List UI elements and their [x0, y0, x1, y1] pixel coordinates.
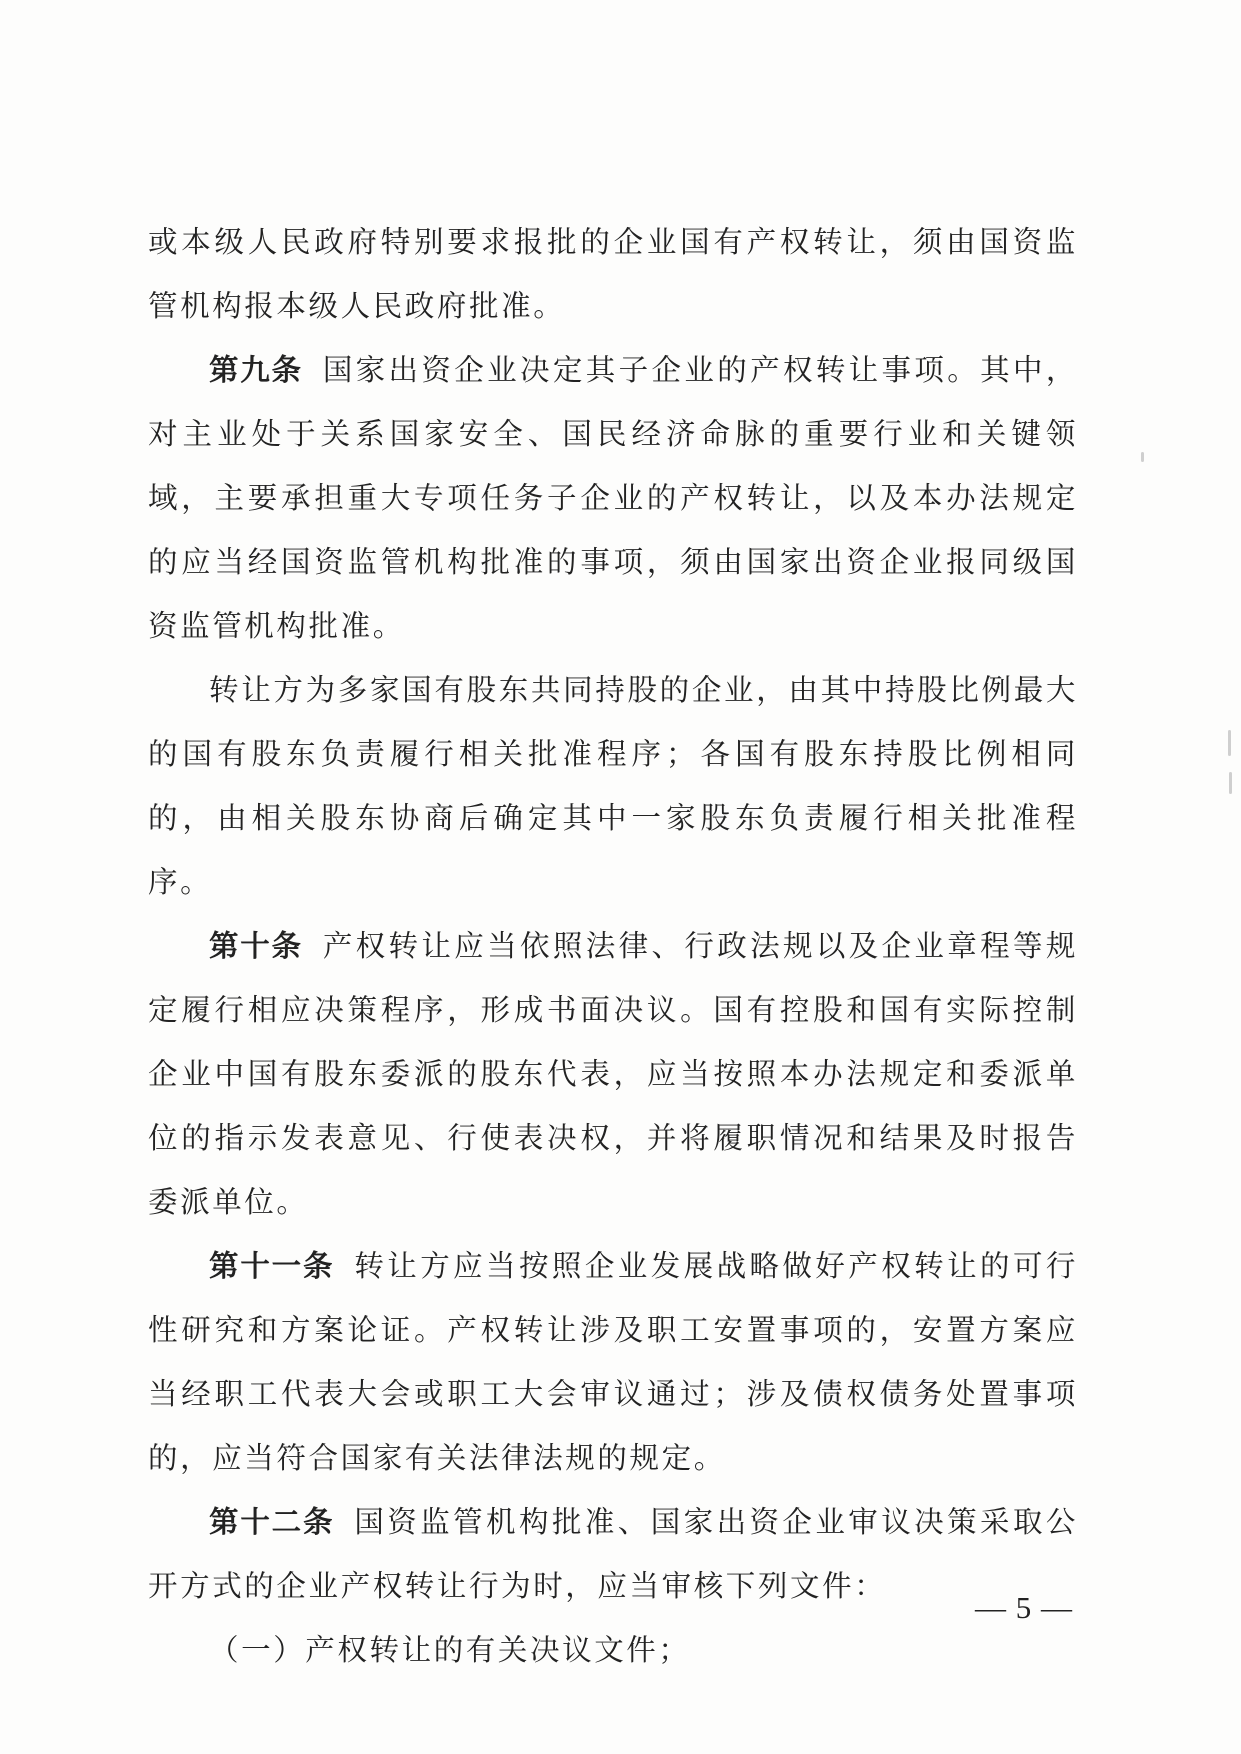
paragraph-text: 转让方为多家国有股东共同持股的企业，由其中持股比例最大的国有股东负责履行相关批准程序；各国有股东持股比例相同的，由相关股东协商后确定其中一家股东负责履行相关批准程序。: [148, 673, 1078, 899]
article-9: [148, 338, 1078, 658]
scan-speck: [1228, 730, 1231, 756]
paragraph-text: 国家出资企业决定其子企业的产权转让事项。其中，对主业处于关系国家安全、国民经济命脉的重要行业和关键领域，主要承担重大专项任务子企业的产权转让，以及本办法规定的应当经国资监管机构批准的事项，须由国家出资企业报同级国资监管机构批准。: [148, 353, 1078, 643]
article-10: [148, 914, 1078, 1234]
document-body: [148, 210, 1078, 1682]
article-11: [148, 1234, 1078, 1490]
paragraph-text: 国资监管机构批准、国家出资企业审议决策采取公开方式的企业产权转让行为时，应当审核下列文件：: [148, 1505, 1078, 1603]
article-9-clause-2: [148, 658, 1078, 914]
article-heading: 第十一条: [209, 1249, 335, 1283]
paragraph-text: （一）产权转让的有关决议文件；: [209, 1633, 691, 1667]
page-number: — 5 —: [975, 1590, 1073, 1625]
list-item-1: [148, 1618, 1078, 1682]
scan-speck: [1141, 452, 1144, 462]
article-heading: 第十二条: [209, 1505, 335, 1539]
article-heading: 第九条: [209, 353, 303, 387]
paragraph-text: 转让方应当按照企业发展战略做好产权转让的可行性研究和方案论证。产权转让涉及职工安置事项的，安置方案应当经职工代表大会或职工大会审议通过；涉及债权债务处置事项的，应当符合国家有关法律法规的规定。: [148, 1249, 1078, 1475]
article-12: [148, 1490, 1078, 1618]
scan-speck: [1229, 772, 1232, 794]
paragraph-continuation: [148, 210, 1078, 338]
paragraph-text: 或本级人民政府特别要求报批的企业国有产权转让，须由国资监管机构报本级人民政府批准。: [148, 225, 1078, 323]
article-heading: 第十条: [209, 929, 303, 963]
paragraph-text: 产权转让应当依照法律、行政法规以及企业章程等规定履行相应决策程序，形成书面决议。国有控股和国有实际控制企业中国有股东委派的股东代表，应当按照本办法规定和委派单位的指示发表意见、行使表决权，并将履职情况和结果及时报告委派单位。: [148, 929, 1078, 1219]
